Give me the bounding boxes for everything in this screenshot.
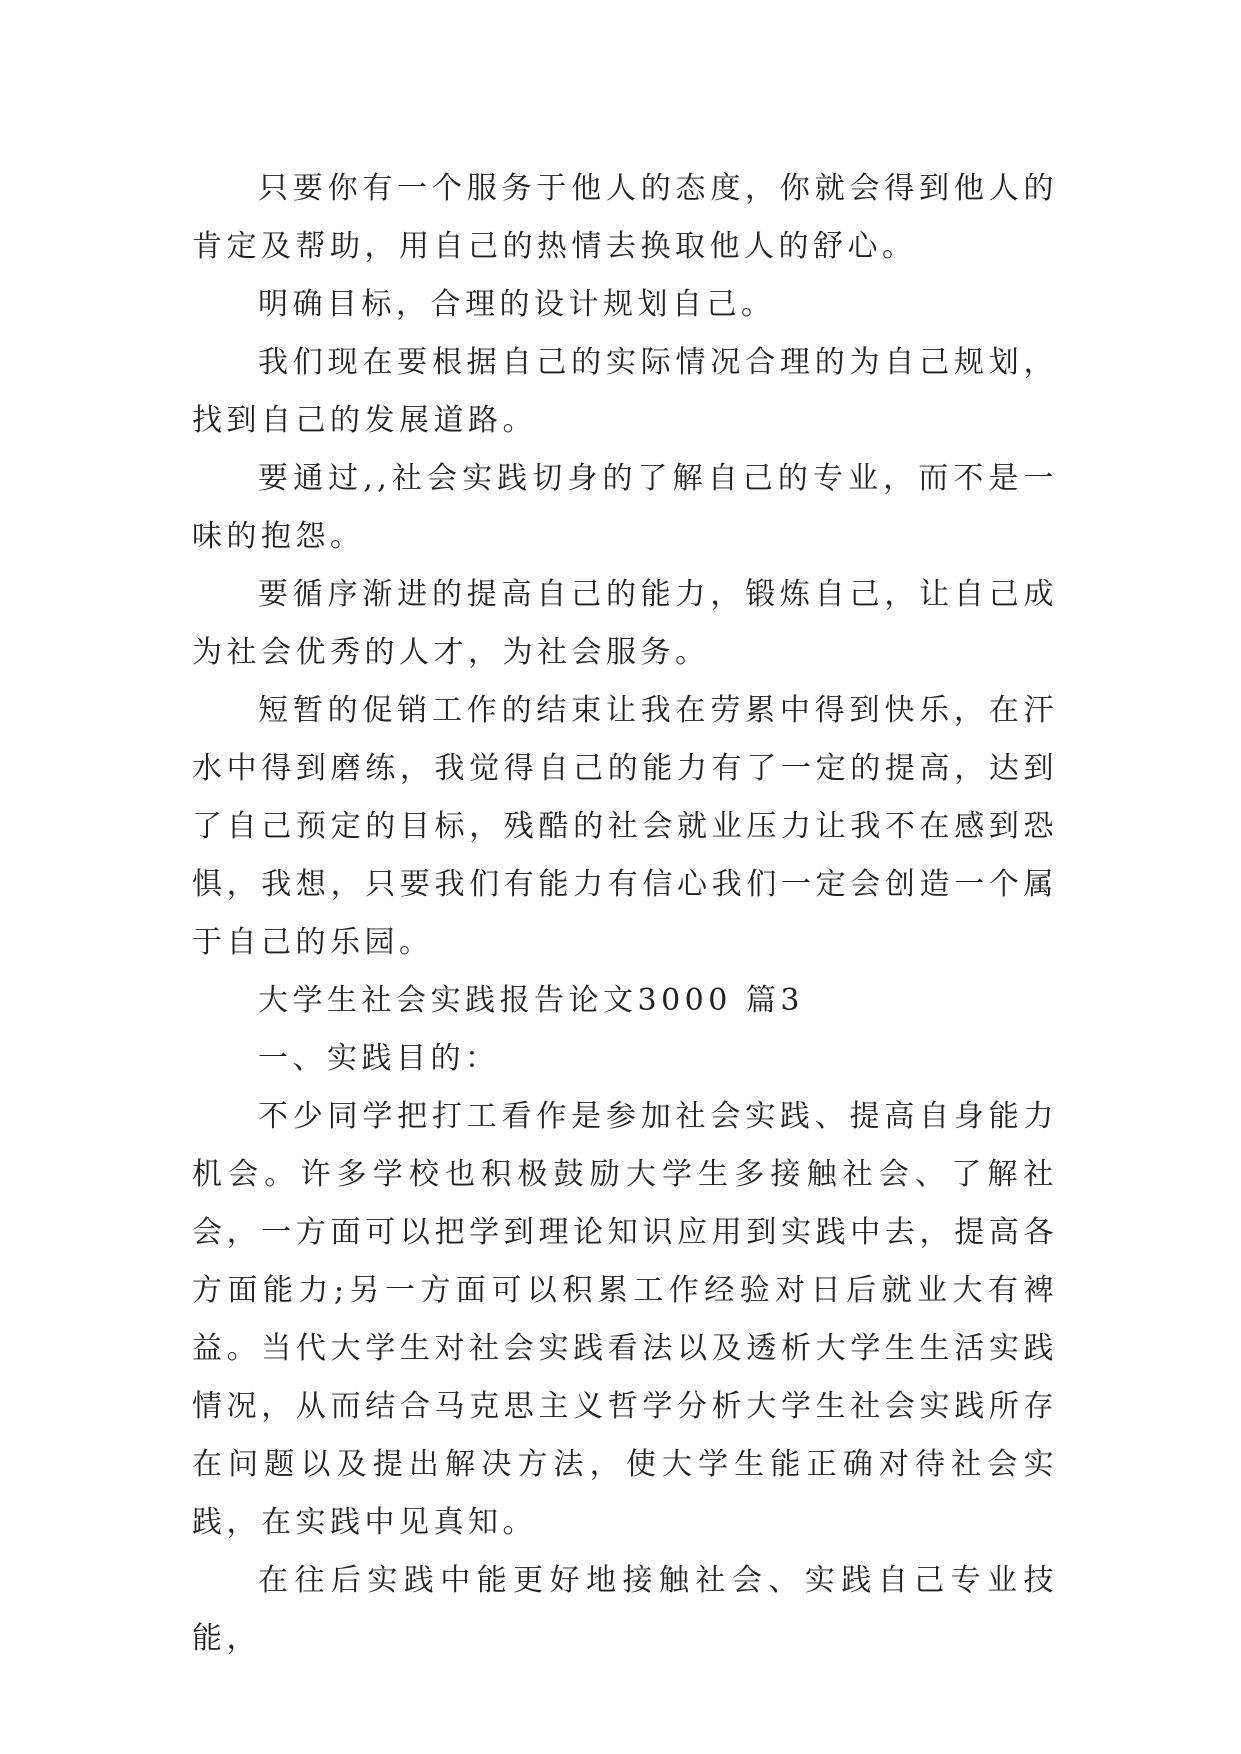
paragraph: 只要你有一个服务于他人的态度，你就会得到他人的肯定及帮助，用自己的热情去换取他人的舒心。 <box>192 171 1058 264</box>
document-body <box>192 160 1058 1668</box>
paragraph: 要循序渐进的提高自己的能力，锻炼自己，让自己成为社会优秀的人才，为社会服务。 <box>192 577 1058 670</box>
paragraph: 在往后实践中能更好地接触社会、实践自己专业技能， <box>192 1563 1058 1656</box>
paragraph: 短暂的促销工作的结束让我在劳累中得到快乐，在汗水中得到磨练，我觉得自己的能力有了一定的提高，达到了自己预定的目标，残酷的社会就业压力让我不在感到恐惧，我想，只要我们有能力有信心我们一定会创造一个属于自己的乐园。 <box>192 693 1058 960</box>
paragraph: 不少同学把打工看作是参加社会实践、提高自身能力机会。许多学校也积极鼓励大学生多接触社会、了解社会，一方面可以把学到理论知识应用到实践中去，提高各方面能力;另一方面可以积累工作经验对日后就业大有裨益。当代大学生对社会实践看法以及透析大学生生活实践情况，从而结合马克思主义哲学分析大学生社会实践所存在问题以及提出解决方法，使大学生能正确对待社会实践，在实践中见真知。 <box>192 1099 1058 1540</box>
paragraph: 明确目标，合理的设计规划自己。 <box>258 287 776 322</box>
section-title: 大学生社会实践报告论文3000 篇3 <box>258 983 804 1018</box>
paragraph: 要通过,,社会实践切身的了解自己的专业，而不是一味的抱怨。 <box>192 461 1058 554</box>
paragraph: 我们现在要根据自己的实际情况合理的为自己规划，找到自己的发展道路。 <box>192 345 1058 438</box>
section-heading: 一、实践目的： <box>258 1041 500 1076</box>
